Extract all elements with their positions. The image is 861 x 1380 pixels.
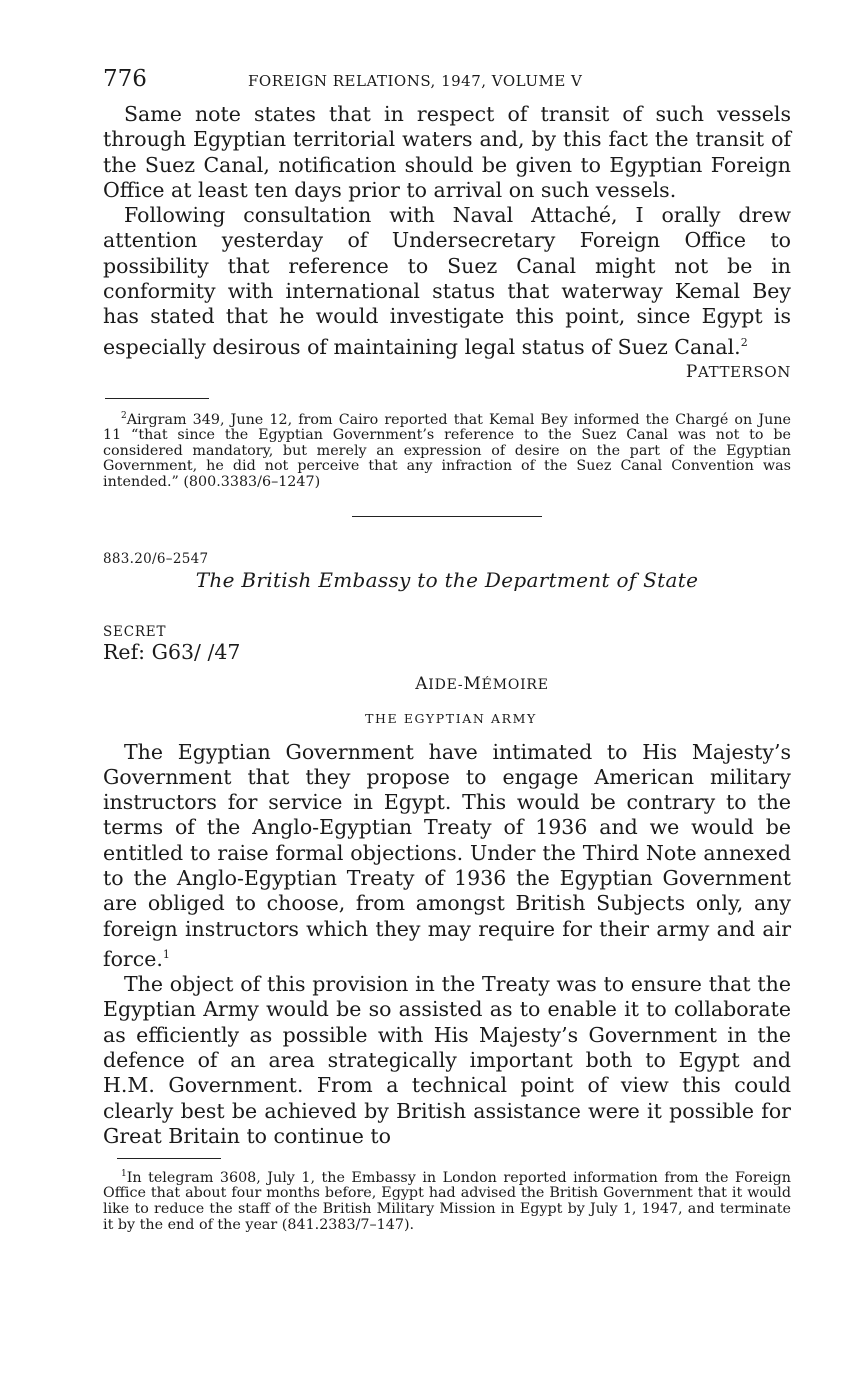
footnote-1-text: In telegram 3608, July 1, the Embassy in London reported information from the Foreign Office that about four months before, Egypt had advised the British Government that it would like to reduce the staff of the British Military Mission in Egypt by July 1, 1947, and terminate it by the end of the year (841.2383/7–147). [103, 1169, 791, 1233]
footnote-ref-1: 1 [162, 947, 170, 961]
top-paragraph-1: Same note states that in respect of transit of such vessels through Egyptian territorial waters and, by this fact the transit of the Suez Canal, notification should be given to Egyptian Foreign Office at least ten days prior to arrival on such vessels. [103, 102, 791, 202]
memo-paragraph-2: The object of this provision in the Treaty was to ensure that the Egyptian Army would be so assisted as to enable it to collaborate as efficiently as possible with His Majesty’s Government in the defence of an area strategically important both to Egypt and H.M. Government. From a technical point of view this could clearly best be achieved by British assistance were it possible for Great Britain to continue to [103, 972, 791, 1148]
footnote-1-mark: 1 [121, 1169, 127, 1180]
document-title: The British Embassy to the Department of State [195, 567, 699, 592]
top-paragraph-2-text: Following consultation with Naval Attaché, I orally drew attention yesterday of Undersecretary Foreign Office to possibility that reference to Suez Canal might not be in conformity with international status that waterway Kemal Bey has stated that he would investigate this point, since Egypt is especially desirous of maintaining legal status of Suez Canal. [103, 203, 791, 359]
footnote-2-mark: 2 [121, 410, 127, 421]
file-number: 883.20/6–2547 [103, 550, 209, 567]
footnote-1 [103, 1167, 791, 1233]
footnote-2-text: Airgram 349, June 12, from Cairo reported that Kemal Bey informed the Chargé on June 11 “that since the Egyptian Government’s reference to the Suez Canal was not to be considered mandatory, but merely an expression of desire on the part of the Egyptian Government, he did not perceive that any infraction of the Suez Canal Convention was intended.” (800.3383/6–1247) [103, 411, 791, 490]
footnote-ref-2: 2 [740, 335, 748, 349]
page-header [103, 66, 791, 102]
memo-title-part-1: IDE- [428, 676, 464, 693]
memo-title [103, 674, 791, 694]
page [103, 66, 791, 1233]
classification-label: SECRET [103, 623, 167, 640]
top-paragraph-2 [103, 203, 791, 360]
section-divider [352, 516, 542, 517]
page-number: 776 [103, 66, 147, 92]
memo-subtitle: THE EGYPTIAN ARMY [365, 710, 537, 726]
memo-title-cap-1: A [415, 673, 429, 694]
reference-number: Ref: G63/ /47 [103, 639, 241, 664]
memo-title-cap-2: M [463, 673, 482, 694]
signature [103, 362, 791, 384]
memo-title-part-2: ÉMOIRE [481, 676, 549, 693]
footnote-2 [103, 409, 791, 491]
signature-rest: ATTERSON [697, 362, 791, 381]
running-head: FOREIGN RELATIONS, 1947, VOLUME V [248, 72, 583, 90]
signature-initial: P [685, 361, 698, 382]
memo-paragraph-1 [103, 740, 791, 973]
footnote-divider [105, 398, 209, 399]
footnote-divider-bottom [117, 1158, 221, 1159]
memo-paragraph-1-text: The Egyptian Government have intimated to His Majesty’s Government that they propose to engage American military instructors for service in Egypt. This would be contrary to the terms of the Anglo-Egyptian Treaty of 1936 and we would be entitled to raise formal objections. Under the Third Note annexed to the Anglo-Egyptian Treaty of 1936 the Egyptian Government are obliged to choose, from amongst British Subjects only, any foreign instructors which they may require for their army and air force. [103, 739, 791, 971]
